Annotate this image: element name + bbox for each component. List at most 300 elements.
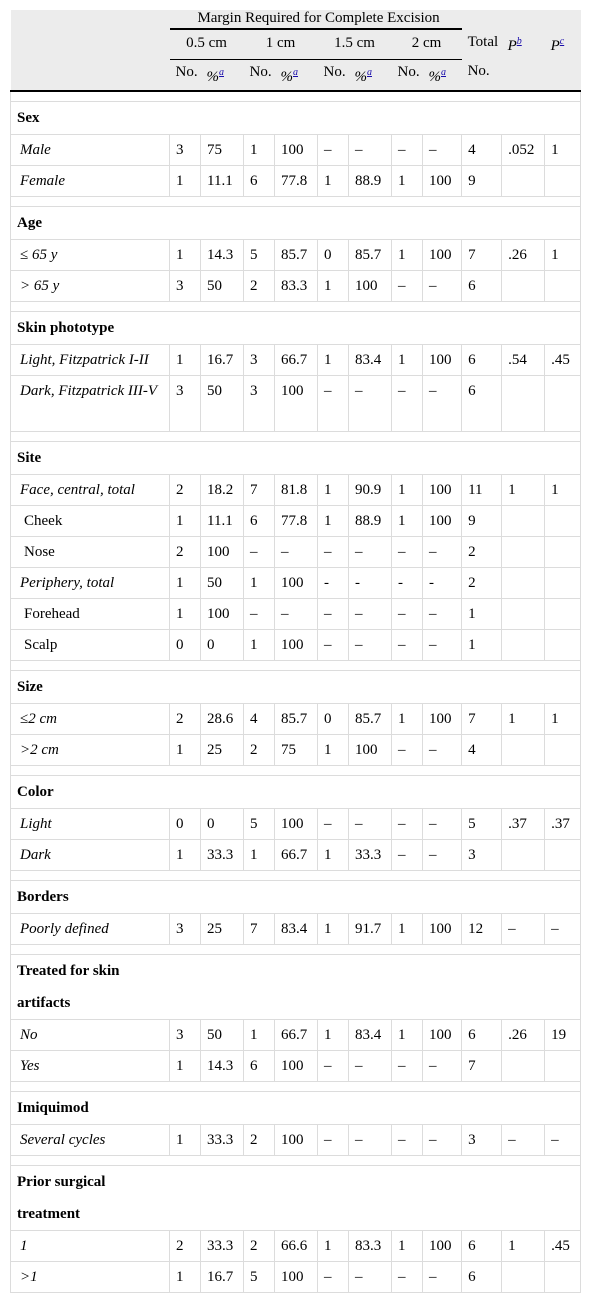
table-cell: 50 bbox=[201, 567, 244, 598]
header-blank bbox=[502, 10, 545, 29]
header-blank bbox=[545, 10, 581, 29]
spacer-row bbox=[11, 301, 581, 311]
table-cell: – bbox=[349, 598, 392, 629]
table-cell: 100 bbox=[275, 629, 318, 660]
table-cell: 100 bbox=[275, 808, 318, 839]
table-cell: 1 bbox=[545, 134, 581, 165]
table-cell bbox=[502, 629, 545, 660]
table-cell: .45 bbox=[545, 1230, 581, 1261]
table-cell: – bbox=[349, 134, 392, 165]
table-cell: 2 bbox=[244, 1124, 275, 1155]
table-row bbox=[11, 808, 581, 839]
row-label: >2 cm bbox=[11, 734, 170, 765]
table-cell: 1 bbox=[502, 1230, 545, 1261]
row-label: Nose bbox=[11, 536, 170, 567]
table-cell bbox=[545, 536, 581, 567]
section-header-row bbox=[11, 206, 581, 239]
table-cell: 90.9 bbox=[349, 474, 392, 505]
no-header: No. bbox=[244, 59, 275, 91]
table-cell: – bbox=[545, 1124, 581, 1155]
table-cell: 100 bbox=[423, 703, 462, 734]
table-cell bbox=[545, 839, 581, 870]
table-row bbox=[11, 629, 581, 660]
table-row bbox=[11, 344, 581, 375]
table-cell: – bbox=[423, 734, 462, 765]
table-cell: 85.7 bbox=[275, 703, 318, 734]
table-cell: – bbox=[349, 536, 392, 567]
row-label: ≤2 cm bbox=[11, 703, 170, 734]
spacer-row bbox=[11, 1155, 581, 1165]
table-cell: 1 bbox=[392, 344, 423, 375]
row-label: ≤ 65 y bbox=[11, 239, 170, 270]
table-cell: 3 bbox=[170, 1019, 201, 1050]
table-cell: 100 bbox=[423, 913, 462, 944]
table-cell: 2 bbox=[244, 1230, 275, 1261]
table-cell: 9 bbox=[462, 505, 502, 536]
section-title: Borders bbox=[11, 880, 170, 913]
table-cell: 1 bbox=[170, 165, 201, 196]
table-cell: - bbox=[318, 567, 349, 598]
pct-header: %$^a$ bbox=[275, 59, 318, 91]
table-cell bbox=[502, 598, 545, 629]
header-blank bbox=[502, 59, 545, 91]
table-cell: 100 bbox=[423, 239, 462, 270]
table-cell: 1 bbox=[462, 598, 502, 629]
table-cell: 33.3 bbox=[201, 839, 244, 870]
table-cell: 1 bbox=[502, 703, 545, 734]
table-cell bbox=[502, 270, 545, 301]
table-cell: 1 bbox=[244, 839, 275, 870]
table-cell: 16.7 bbox=[201, 344, 244, 375]
section-header-row bbox=[11, 311, 581, 344]
table-cell: – bbox=[349, 1261, 392, 1292]
table-cell: 2 bbox=[170, 536, 201, 567]
table-cell: 16.7 bbox=[201, 1261, 244, 1292]
table-cell: 3 bbox=[170, 270, 201, 301]
table-cell: 1 bbox=[170, 344, 201, 375]
table-cell: 5 bbox=[244, 239, 275, 270]
table-cell: 6 bbox=[244, 505, 275, 536]
table-cell: 3 bbox=[244, 375, 275, 431]
section-header-row bbox=[11, 1165, 581, 1230]
table-cell: 1 bbox=[170, 567, 201, 598]
table-cell: .37 bbox=[502, 808, 545, 839]
table-row bbox=[11, 1124, 581, 1155]
table-cell: 1 bbox=[170, 1124, 201, 1155]
row-label: Face, central, total bbox=[11, 474, 170, 505]
group-title: Margin Required for Complete Excision bbox=[170, 10, 462, 29]
spacer-row bbox=[11, 431, 581, 441]
table-cell: 0 bbox=[318, 239, 349, 270]
section-header-row bbox=[11, 670, 581, 703]
table-cell: – bbox=[318, 134, 349, 165]
table-row bbox=[11, 165, 581, 196]
table-cell: 77.8 bbox=[275, 505, 318, 536]
table-cell: – bbox=[423, 839, 462, 870]
table-cell: 1 bbox=[318, 505, 349, 536]
table-cell: 75 bbox=[201, 134, 244, 165]
table-cell: 2 bbox=[170, 703, 201, 734]
table-cell: 100 bbox=[275, 1124, 318, 1155]
footnote-a-link[interactable]: a bbox=[219, 66, 224, 78]
table-row bbox=[11, 839, 581, 870]
table-cell: 33.3 bbox=[349, 839, 392, 870]
table-cell: 1 bbox=[392, 1230, 423, 1261]
table-row bbox=[11, 1050, 581, 1081]
table-cell: 50 bbox=[201, 270, 244, 301]
table-cell bbox=[545, 375, 581, 431]
table-cell: – bbox=[392, 839, 423, 870]
table-cell: 0 bbox=[170, 808, 201, 839]
table-cell: .26 bbox=[502, 239, 545, 270]
table-cell: 1 bbox=[318, 344, 349, 375]
table-cell: 1 bbox=[244, 134, 275, 165]
table-cell: – bbox=[318, 808, 349, 839]
table-cell: 1 bbox=[392, 239, 423, 270]
table-row bbox=[11, 536, 581, 567]
spacer-row bbox=[11, 660, 581, 670]
table-cell: 1 bbox=[318, 1019, 349, 1050]
table-cell: 1 bbox=[318, 270, 349, 301]
table-cell: – bbox=[392, 629, 423, 660]
row-label: Forehead bbox=[11, 598, 170, 629]
section-header-row bbox=[11, 954, 581, 1019]
table-cell: 100 bbox=[349, 270, 392, 301]
table-cell: 4 bbox=[462, 134, 502, 165]
header-corner bbox=[11, 10, 170, 29]
margin-header-1: 1 cm bbox=[244, 29, 318, 59]
table-container bbox=[10, 10, 580, 1285]
spacer-row bbox=[11, 944, 581, 954]
table-cell: – bbox=[349, 375, 392, 431]
table-row bbox=[11, 913, 581, 944]
footnote-a-link[interactable]: a bbox=[367, 66, 372, 78]
table-cell: 100 bbox=[275, 1050, 318, 1081]
table-cell: – bbox=[392, 375, 423, 431]
table-cell: 6 bbox=[462, 1230, 502, 1261]
row-label: Dark bbox=[11, 839, 170, 870]
footnote-b-link[interactable]: b bbox=[516, 36, 522, 47]
table-cell: 7 bbox=[462, 239, 502, 270]
table-cell: 77.8 bbox=[275, 165, 318, 196]
table-cell: 2 bbox=[462, 536, 502, 567]
table-cell: 2 bbox=[244, 734, 275, 765]
table-cell: 100 bbox=[201, 536, 244, 567]
footnote-a-link[interactable]: a bbox=[441, 66, 446, 78]
spacer-row bbox=[11, 1081, 581, 1091]
table-cell: 1 bbox=[545, 239, 581, 270]
header-blank bbox=[462, 10, 502, 29]
table-cell: 11.1 bbox=[201, 165, 244, 196]
table-cell: - bbox=[349, 567, 392, 598]
table-cell: 1 bbox=[545, 474, 581, 505]
table-cell: 1 bbox=[170, 239, 201, 270]
table-cell: – bbox=[502, 1124, 545, 1155]
table-cell: – bbox=[423, 598, 462, 629]
header-blank bbox=[545, 59, 581, 91]
table-cell: 100 bbox=[423, 505, 462, 536]
row-label: Yes bbox=[11, 1050, 170, 1081]
section-title: Color bbox=[11, 775, 170, 808]
table-cell: 100 bbox=[275, 1261, 318, 1292]
row-label: > 65 y bbox=[11, 270, 170, 301]
section-header-row bbox=[11, 775, 581, 808]
table-cell: 83.4 bbox=[349, 1019, 392, 1050]
table-cell: – bbox=[392, 734, 423, 765]
table-cell: – bbox=[392, 1124, 423, 1155]
no-header: No. bbox=[170, 59, 201, 91]
table-cell: 7 bbox=[244, 913, 275, 944]
table-cell: .45 bbox=[545, 344, 581, 375]
table-cell bbox=[545, 505, 581, 536]
section-title: Treated for skin artifacts bbox=[11, 954, 170, 1019]
table-cell: 83.4 bbox=[349, 344, 392, 375]
table-cell bbox=[502, 165, 545, 196]
section-title: Imiquimod bbox=[11, 1091, 170, 1124]
table-cell bbox=[502, 536, 545, 567]
row-label: Light bbox=[11, 808, 170, 839]
header-corner bbox=[11, 59, 170, 91]
table-cell: 25 bbox=[201, 734, 244, 765]
table-cell: 1 bbox=[545, 703, 581, 734]
table-cell: – bbox=[423, 1124, 462, 1155]
table-row bbox=[11, 505, 581, 536]
table-cell: 1 bbox=[170, 505, 201, 536]
table-cell: 1 bbox=[392, 1019, 423, 1050]
table-cell bbox=[502, 375, 545, 431]
table-row bbox=[11, 134, 581, 165]
table-row bbox=[11, 1261, 581, 1292]
table-cell: 81.8 bbox=[275, 474, 318, 505]
table-cell: 1 bbox=[502, 474, 545, 505]
p-header-b: P$^b$ bbox=[502, 29, 545, 59]
table-cell: – bbox=[275, 598, 318, 629]
total-no-header: No. bbox=[462, 59, 502, 91]
table-cell bbox=[502, 505, 545, 536]
row-label: Female bbox=[11, 165, 170, 196]
table-cell: 2 bbox=[170, 1230, 201, 1261]
table-row bbox=[11, 270, 581, 301]
table-cell: 6 bbox=[462, 270, 502, 301]
table-cell: 5 bbox=[244, 1261, 275, 1292]
table-cell: 100 bbox=[423, 165, 462, 196]
footnote-c-link[interactable]: c bbox=[559, 36, 565, 47]
section-title: Site bbox=[11, 441, 170, 474]
no-header: No. bbox=[392, 59, 423, 91]
table-cell: 7 bbox=[462, 703, 502, 734]
table-cell: – bbox=[318, 1261, 349, 1292]
table-cell: 100 bbox=[423, 474, 462, 505]
table-cell: – bbox=[318, 1124, 349, 1155]
table-cell: - bbox=[392, 567, 423, 598]
table-cell: – bbox=[392, 808, 423, 839]
table-row bbox=[11, 598, 581, 629]
table-cell: 50 bbox=[201, 375, 244, 431]
table-cell: 1 bbox=[170, 734, 201, 765]
table-cell: – bbox=[244, 598, 275, 629]
table-cell: 1 bbox=[318, 1230, 349, 1261]
table-cell: 0 bbox=[318, 703, 349, 734]
table-cell bbox=[545, 1261, 581, 1292]
row-label: Dark, Fitzpatrick III-V bbox=[11, 375, 170, 431]
table-row bbox=[11, 375, 581, 431]
table-row bbox=[11, 239, 581, 270]
table-cell: 14.3 bbox=[201, 239, 244, 270]
table-cell: 6 bbox=[244, 1050, 275, 1081]
table-cell: 25 bbox=[201, 913, 244, 944]
footnote-a-link[interactable]: a bbox=[293, 66, 298, 78]
table-cell: 33.3 bbox=[201, 1124, 244, 1155]
table-row bbox=[11, 734, 581, 765]
table-cell: 100 bbox=[275, 567, 318, 598]
table-cell: 6 bbox=[462, 1261, 502, 1292]
table-row bbox=[11, 1230, 581, 1261]
table-cell: – bbox=[423, 270, 462, 301]
table-cell: 3 bbox=[462, 839, 502, 870]
table-cell: – bbox=[423, 808, 462, 839]
table-cell: 66.7 bbox=[275, 839, 318, 870]
table-cell: 66.7 bbox=[275, 1019, 318, 1050]
table-cell bbox=[545, 270, 581, 301]
table-cell: 9 bbox=[462, 165, 502, 196]
table-cell: 0 bbox=[170, 629, 201, 660]
margin-header-2: 2 cm bbox=[392, 29, 462, 59]
table-cell: .37 bbox=[545, 808, 581, 839]
table-cell: – bbox=[423, 1050, 462, 1081]
table-cell: 1 bbox=[318, 474, 349, 505]
table-cell: 6 bbox=[462, 344, 502, 375]
table-cell: 50 bbox=[201, 1019, 244, 1050]
spacer-row bbox=[11, 765, 581, 775]
table-cell: – bbox=[318, 629, 349, 660]
spacer-row bbox=[11, 91, 581, 102]
table-cell: – bbox=[545, 913, 581, 944]
row-label: No bbox=[11, 1019, 170, 1050]
table-cell: – bbox=[423, 134, 462, 165]
table-cell: 28.6 bbox=[201, 703, 244, 734]
table-cell: 91.7 bbox=[349, 913, 392, 944]
table-cell: – bbox=[244, 536, 275, 567]
table-cell: 11 bbox=[462, 474, 502, 505]
p-header-c: P$^c$ bbox=[545, 29, 581, 59]
pct-header: %$^a$ bbox=[201, 59, 244, 91]
table-cell: 100 bbox=[275, 375, 318, 431]
table-cell: 85.7 bbox=[349, 703, 392, 734]
table-cell: 1 bbox=[244, 629, 275, 660]
row-label: Several cycles bbox=[11, 1124, 170, 1155]
section-title: Skin phototype bbox=[11, 311, 170, 344]
table-cell: – bbox=[318, 375, 349, 431]
section-title: Sex bbox=[11, 101, 170, 134]
table-cell: – bbox=[423, 629, 462, 660]
table-cell: 75 bbox=[275, 734, 318, 765]
table-cell: 100 bbox=[275, 134, 318, 165]
row-label: Periphery, total bbox=[11, 567, 170, 598]
table-cell: 18.2 bbox=[201, 474, 244, 505]
row-label: Poorly defined bbox=[11, 913, 170, 944]
table-cell: 12 bbox=[462, 913, 502, 944]
table-cell: – bbox=[423, 375, 462, 431]
table-cell: 85.7 bbox=[275, 239, 318, 270]
table-cell bbox=[502, 839, 545, 870]
table-cell: – bbox=[423, 536, 462, 567]
table-cell: 1 bbox=[244, 567, 275, 598]
table-cell: 1 bbox=[170, 598, 201, 629]
table-cell: – bbox=[392, 1261, 423, 1292]
table-cell: – bbox=[318, 536, 349, 567]
table-cell: 0 bbox=[201, 808, 244, 839]
table-cell: 66.6 bbox=[275, 1230, 318, 1261]
table-cell bbox=[545, 165, 581, 196]
total-header: Total bbox=[462, 29, 502, 59]
table-cell: 7 bbox=[244, 474, 275, 505]
row-label: Male bbox=[11, 134, 170, 165]
table-row bbox=[11, 703, 581, 734]
table-cell: 100 bbox=[201, 598, 244, 629]
table-cell: 3 bbox=[170, 375, 201, 431]
margin-header-0-5: 0.5 cm bbox=[170, 29, 244, 59]
table-cell: – bbox=[349, 1124, 392, 1155]
table-cell: 1 bbox=[170, 839, 201, 870]
row-label: Cheek bbox=[11, 505, 170, 536]
table-cell bbox=[502, 1050, 545, 1081]
table-cell: 6 bbox=[462, 375, 502, 431]
table-cell: 14.3 bbox=[201, 1050, 244, 1081]
table-cell: 100 bbox=[423, 344, 462, 375]
table-cell: 1 bbox=[392, 505, 423, 536]
table-body bbox=[11, 91, 581, 1293]
table-cell: – bbox=[349, 629, 392, 660]
table-cell bbox=[545, 567, 581, 598]
table-cell bbox=[545, 1050, 581, 1081]
table-cell bbox=[545, 734, 581, 765]
section-header-row bbox=[11, 101, 581, 134]
table-cell: 100 bbox=[423, 1019, 462, 1050]
table-cell: 1 bbox=[318, 839, 349, 870]
table-row bbox=[11, 1019, 581, 1050]
table-cell: 88.9 bbox=[349, 505, 392, 536]
table-row bbox=[11, 567, 581, 598]
no-header: No. bbox=[318, 59, 349, 91]
row-label: >1 bbox=[11, 1261, 170, 1292]
table-cell bbox=[502, 1261, 545, 1292]
table-header bbox=[11, 10, 581, 91]
table-cell: – bbox=[392, 536, 423, 567]
pct-header: %$^a$ bbox=[423, 59, 462, 91]
table-cell: 66.7 bbox=[275, 344, 318, 375]
table-cell: 2 bbox=[462, 567, 502, 598]
table-cell: 3 bbox=[462, 1124, 502, 1155]
table-cell: 5 bbox=[462, 808, 502, 839]
table-cell: 100 bbox=[349, 734, 392, 765]
table-cell: 6 bbox=[462, 1019, 502, 1050]
table-cell: 1 bbox=[462, 629, 502, 660]
row-label: 1 bbox=[11, 1230, 170, 1261]
margin-header-1-5: 1.5 cm bbox=[318, 29, 392, 59]
table-cell: .54 bbox=[502, 344, 545, 375]
spacer-row bbox=[11, 870, 581, 880]
table-cell: 83.3 bbox=[275, 270, 318, 301]
table-cell: 3 bbox=[244, 344, 275, 375]
table-cell: – bbox=[349, 1050, 392, 1081]
table-cell: – bbox=[502, 913, 545, 944]
table-cell: .26 bbox=[502, 1019, 545, 1050]
row-label: Scalp bbox=[11, 629, 170, 660]
table-cell: 11.1 bbox=[201, 505, 244, 536]
table-cell: – bbox=[349, 808, 392, 839]
table-cell: 85.7 bbox=[349, 239, 392, 270]
table-cell: 5 bbox=[244, 808, 275, 839]
